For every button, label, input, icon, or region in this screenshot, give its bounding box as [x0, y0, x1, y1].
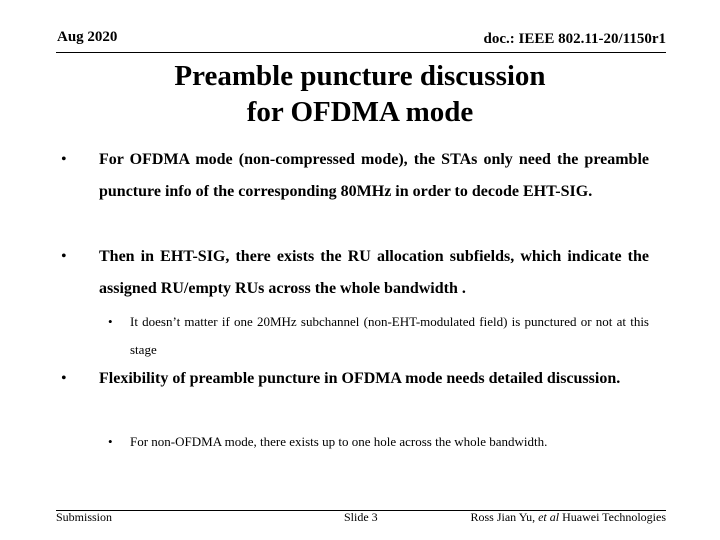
header-divider: [56, 52, 666, 53]
footer-slide-number: Slide 3: [344, 510, 378, 524]
bullet-dot-icon: •: [61, 151, 67, 168]
sub-bullet-dot-icon: •: [108, 314, 113, 329]
bullet-2: [61, 241, 649, 305]
header-date: Aug 2020: [57, 29, 118, 45]
footer-author-name: Ross Jian Yu,: [470, 510, 539, 524]
header-doc-id: doc.: IEEE 802.11-20/1150r1: [483, 31, 666, 47]
sub-bullet-dot-icon: •: [108, 434, 113, 449]
bullet-3-text: Flexibility of preamble puncture in OFDMA mode needs detailed discussion.: [99, 370, 621, 387]
footer-author-etal: et al: [538, 510, 560, 524]
footer-author: [471, 510, 667, 525]
slide-title: [60, 58, 660, 130]
sub-bullet-2: [108, 428, 649, 456]
footer-submission: Submission: [56, 510, 113, 524]
bullet-3: [61, 363, 649, 395]
bullet-dot-icon: •: [61, 248, 67, 265]
bullet-2-text: Then in EHT-SIG, there exists the RU allocation subfields, which indicate the assigned RU/empty RUs across the whole bandwidth .: [99, 248, 649, 297]
slide-title-line-1: Preamble puncture discussion: [174, 60, 546, 92]
sub-bullet-1-text: It doesn’t matter if one 20MHz subchannel (non-EHT-modulated field) is punctured or not at this stage: [130, 314, 649, 357]
sub-bullet-1: [108, 308, 649, 364]
bullet-1-text: For OFDMA mode (non-compressed mode), the STAs only need the preamble puncture info of the corresponding 80MHz in order to decode EHT-SIG.: [99, 151, 649, 200]
bullet-dot-icon: •: [61, 370, 67, 387]
slide-title-line-2: for OFDMA mode: [246, 96, 474, 128]
footer-author-org: Huawei Technologies: [559, 510, 666, 524]
bullet-1: [61, 144, 649, 208]
sub-bullet-2-text: For non-OFDMA mode, there exists up to one hole across the whole bandwidth.: [130, 434, 548, 449]
